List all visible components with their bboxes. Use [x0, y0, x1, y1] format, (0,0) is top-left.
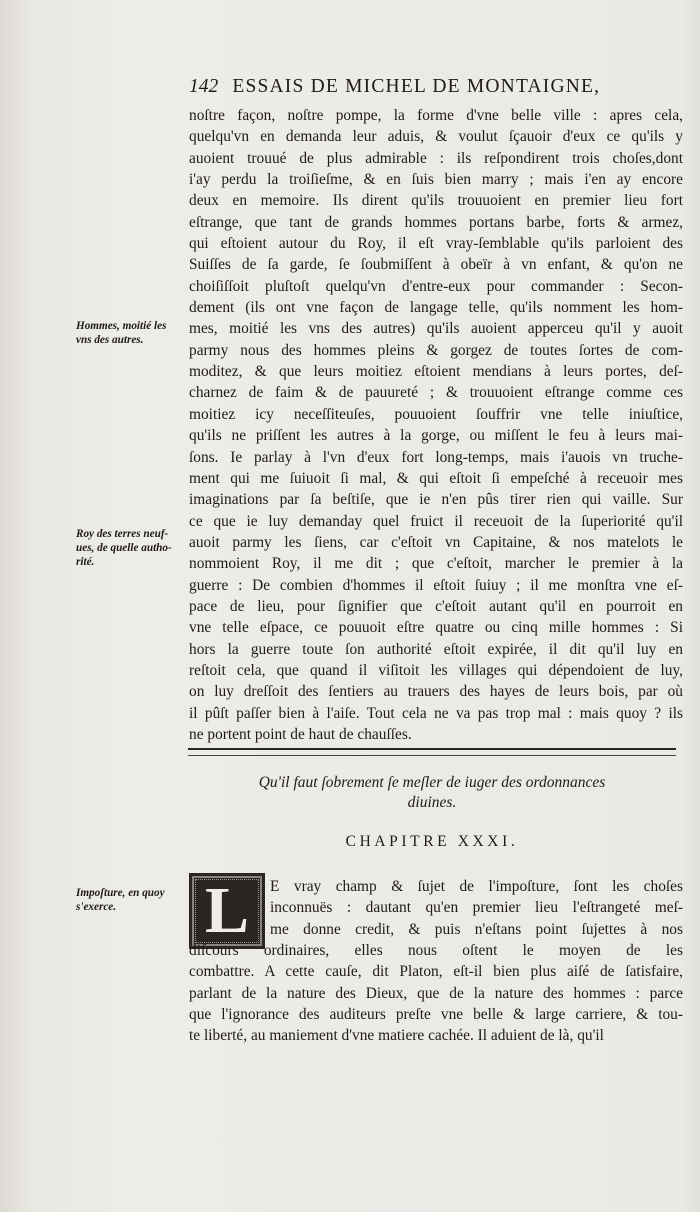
text-line: guerre : De combien d'hommes il eſtoit ſuiuy ; il me monſtra vne eſ-	[189, 576, 683, 594]
text-line: parmy nous des hommes pleins & gorgez de toutes ſortes de com-	[189, 341, 683, 359]
page-number: 142	[189, 76, 219, 97]
text-line: ce que ie luy demanday quel fruict il receuoit de la ſuperiorité qu'il	[189, 512, 683, 530]
running-header	[189, 76, 689, 98]
margin-note-hommes-moitie: Hommes, moitié les vns des autres.	[76, 320, 167, 346]
text-line: nommoient Roy, il me dit ; que c'eſtoit, marcher le premier à la	[189, 555, 683, 573]
body-text	[189, 105, 683, 745]
chapter-heading: CHAPITRE XXXI.	[345, 833, 519, 850]
running-title: ESSAIS DE MICHEL DE MONTAIGNE,	[232, 76, 601, 97]
text-line: ſons. Ie parlay à l'vn d'eux fort long-temps, mais i'auois vn truche-	[189, 448, 683, 466]
text-line: qu'ils ne priſſent les autres à la gorge, ou miſſent le feu à leurs mai-	[189, 427, 683, 445]
text-line: ne portent point de haut de chauſſes.	[189, 725, 412, 743]
chapter-text-beside-cap	[270, 876, 683, 940]
text-line: charnez de faim & de pauureté ; & trouuoient eſtrange comme ces	[189, 384, 683, 402]
text-line: deux en memoire. Ils dirent qu'ils trouuoient en premier lieu fort	[189, 192, 683, 210]
text-line: eſtrange, que tant de grands hommes portans barbe, forts & armez,	[189, 213, 683, 231]
text-line: hors la guerre toute ſon authorité eſtoit expirée, il dit qu'il luy en	[189, 640, 683, 658]
section-rule	[188, 748, 676, 756]
margin-note-imposture: Impoſture, en quoy s'exerce.	[76, 887, 165, 913]
text-line: on luy dreſſoit des ſentiers au trauers des hayes de leurs bois, par où	[189, 683, 683, 701]
text-line: i'ay perdu la troiſieſme, & en ſuis bien marry ; mais i'en ay encore	[189, 171, 683, 189]
text-line: ment qui me ſuiuoit ſi mal, & qui eſtoit ſi empeſché à receuoir mes	[189, 469, 683, 487]
text-line: choiſiſſoit pluſtoſt quelqu'vn d'entre-eux pour commander : Secon-	[189, 277, 683, 295]
text-line: que l'ignorance des auditeurs preſte vne belle & large carriere, & tou-	[189, 1006, 683, 1024]
text-line: qui eſtoient autour du Roy, il eſt vray-ſemblable qu'ils parloient des	[189, 235, 683, 253]
text-line: mes, moitié les vns des autres) qu'ils auoient apperceu qu'il y auoit	[189, 320, 683, 338]
text-line: auoit parmy les ſiens, car c'eſtoit vn Capitaine, & nos matelots le	[189, 533, 683, 551]
drop-cap-ornament	[195, 879, 259, 943]
text-line: combattre. A cette cauſe, dit Platon, eſt-il bien plus aiſé de ſatisfaire,	[189, 963, 683, 981]
text-line: me donne credit, & puis n'eſtans point ſujettes à nos	[270, 920, 683, 938]
text-line: il pûſt paſſer bien à l'aiſe. Tout cela ne va pas trop mal : mais quoy ? ils	[189, 704, 683, 722]
margin-note-roy-des-terres-neufues: Roy des terres neuf- ues, de quelle autho- rité.	[76, 528, 172, 568]
text-line: moitiez icy neceſſiteuſes, pouuoient ſouffrir vne telle iniuſtice,	[189, 405, 683, 423]
text-line: inconnuës : dautant qu'en premier lieu l'eſtrangeté meſ-	[270, 899, 683, 917]
text-line: noſtre façon, noſtre pompe, la forme d'vne belle ville : apres cela,	[189, 107, 683, 124]
text-line: Suiſſes de ſa garde, ſe ſoubmiſſent à obeïr à vn enfant, & qu'on ne	[189, 256, 683, 274]
text-line: moditez, & que leurs moitiez eſtoient mendians à leurs portes, deſ-	[189, 363, 683, 381]
text-line: dement (ils ont vne façon de langage telle, qu'ils nomment les hom-	[189, 299, 683, 317]
chapter-title: Qu'il faut ſobrement ſe meſler de iuger des ordonnances diuines.	[258, 774, 606, 811]
text-line: reſtoit cela, que quand il viſitoit les villages qui dépendoient de luy,	[189, 661, 683, 679]
chapter-text	[189, 940, 683, 1047]
text-line: parlant de la nature des Dieux, que de la nature des hommes : parce	[189, 984, 683, 1002]
text-line: imaginations par ſa beſtiſe, que ie n'en pûs tirer rien qui vaille. Sur	[189, 491, 683, 509]
text-line: pace de lieu, pour ſignifier que c'eſtoit autant qu'il en pourroit en	[189, 597, 683, 615]
text-line: quelqu'vn en demanda leur aduis, & voulut ſçauoir d'eux ce qu'ils y	[189, 128, 683, 146]
text-line: auoient trouué de plus admirable : ils reſpondirent trois choſes,dont	[189, 149, 683, 167]
ornamental-drop-cap: L	[189, 873, 265, 949]
text-line: te liberté, au maniement d'vne matiere cachée. Il aduient de là, qu'il	[189, 1027, 604, 1045]
text-line: vne telle eſpace, ce pouuoit eſtre quatre ou cinq mille hommes : Si	[189, 619, 683, 637]
text-line: diſcours ordinaires, elles nous oſtent le moyen de les	[189, 942, 683, 959]
text-line: E vray champ & ſujet de l'impoſture, ſont les choſes	[270, 878, 683, 895]
